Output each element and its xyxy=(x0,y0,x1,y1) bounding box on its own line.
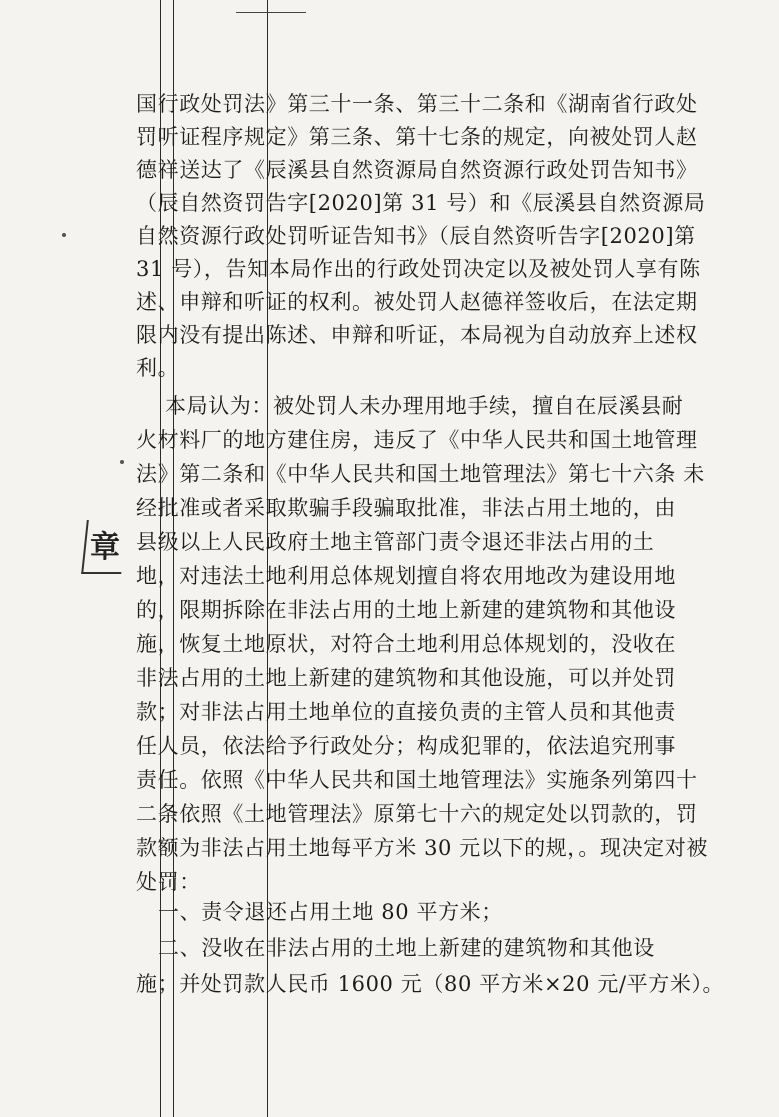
text-line: 经批准或者采取欺骗手段骗取批准，非法占用土地的，由 xyxy=(136,496,676,520)
text-line: 自然资源行政处罚听证告知书》（辰自然资听告字[2020]第 xyxy=(136,224,696,248)
scan-mark xyxy=(236,12,306,13)
text-line: 罚听证程序规定》第三条、第十七条的规定，向被处罚人赵 xyxy=(136,125,698,149)
text-line: 款额为非法占用土地每平方米 30 元以下的规，。现决定对被 xyxy=(136,836,708,860)
text-line: 款；对非法占用土地单位的直接负责的主管人员和其他责 xyxy=(136,700,676,724)
text-line: 非法占用的土地上新建的建筑物和其他设施，可以并处罚 xyxy=(136,666,676,690)
scan-speck xyxy=(62,233,66,237)
text-line: 法》第二条和《中华人民共和国土地管理法》第七十六条 未 xyxy=(136,462,705,486)
text-line: 地，对违法土地利用总体规划擅自将农用地改为建设用地 xyxy=(136,564,676,588)
text-line: 二条依照《土地管理法》原第七十六的规定处以罚款的，罚 xyxy=(136,802,698,826)
text-line: 处罚： xyxy=(136,870,201,894)
text-line: 责任。依照《中华人民共和国土地管理法》实施条列第四十 xyxy=(136,768,698,792)
text-line: 利。 xyxy=(136,356,180,380)
text-line: 述、申辩和听证的权利。被处罚人赵德祥签收后，在法定期 xyxy=(136,290,698,314)
text-line: 31 号），告知本局作出的行政处罚决定以及被处罚人享有陈 xyxy=(136,257,701,281)
text-line: 限内没有提出陈述、申辩和听证，本局视为自动放弃上述权 xyxy=(136,323,698,347)
decision-item: 二、没收在非法占用的土地上新建的建筑物和其他设 xyxy=(158,936,655,960)
text-line: 的，限期拆除在非法占用的土地上新建的建筑物和其他设 xyxy=(136,598,676,622)
text-line: 任人员，依法给予行政处分；构成犯罪的，依法追究刑事 xyxy=(136,734,676,758)
text-line: 本局认为：被处罚人未办理用地手续，擅自在辰溪县耐 xyxy=(165,394,684,418)
text-line: 国行政处罚法》第三十一条、第三十二条和《湖南省行政处 xyxy=(136,92,698,116)
text-line: 施，恢复土地原状，对符合土地利用总体规划的，没收在 xyxy=(136,632,676,656)
seal-stamp-character: 章 xyxy=(90,530,120,565)
text-line: 德祥送达了《辰溪县自然资源局自然资源行政处罚告知书》 xyxy=(136,158,698,182)
text-line: （辰自然资罚告字[2020]第 31 号）和《辰溪县自然资源局 xyxy=(136,191,706,215)
scan-speck xyxy=(120,460,124,464)
decision-item: 一、责令退还占用土地 80 平方米； xyxy=(158,900,503,924)
text-line: 火材料厂的地方建住房，违反了《中华人民共和国土地管理 xyxy=(136,428,698,452)
text-line: 县级以上人民政府土地主管部门责令退还非法占用的土 xyxy=(136,530,655,554)
decision-item: 施；并处罚款人民币 1600 元（80 平方米×20 元/平方米）。 xyxy=(136,972,725,996)
